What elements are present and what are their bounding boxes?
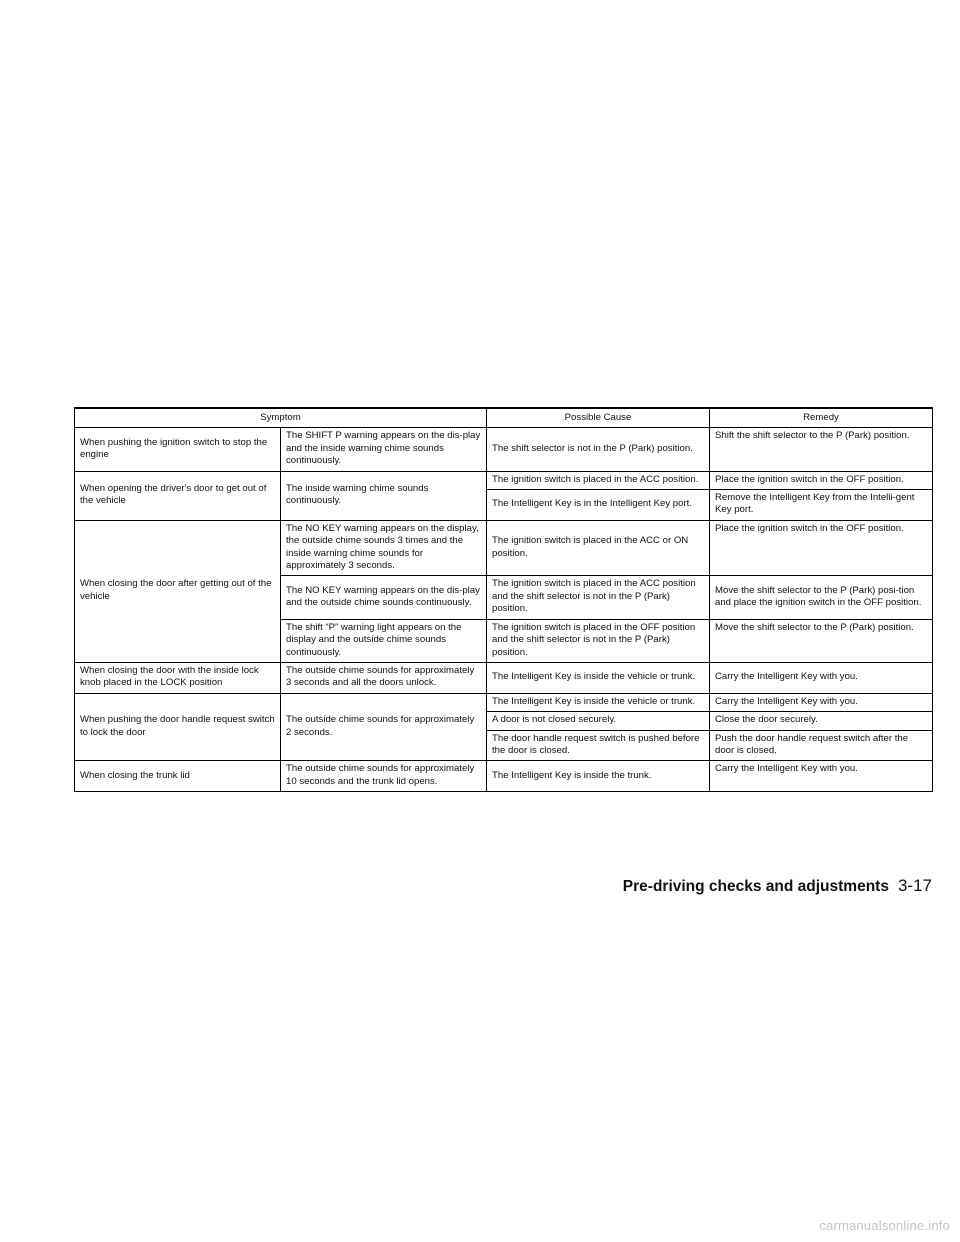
symptom-cell: When pushing the door handle request switch to lock the door	[75, 693, 281, 761]
remedy-cell: Move the shift selector to the P (Park) posi-tion and place the ignition switch in the OFF position.	[710, 576, 933, 619]
remedy-cell: Close the door securely.	[710, 712, 933, 730]
symptom-cell: When closing the door with the inside lock knob placed in the LOCK position	[75, 662, 281, 693]
cause-cell: The Intelligent Key is in the Intelligent Key port.	[487, 490, 710, 521]
table-row	[75, 662, 933, 693]
table-row	[75, 693, 933, 711]
cause-cell: The door handle request switch is pushed before the door is closed.	[487, 730, 710, 761]
condition-cell: The inside warning chime sounds continuously.	[281, 471, 487, 520]
remedy-cell: Push the door handle request switch after the door is closed.	[710, 730, 933, 761]
symptom-cell: When opening the driver's door to get out of the vehicle	[75, 471, 281, 520]
remedy-cell: Place the ignition switch in the OFF position.	[710, 520, 933, 576]
condition-cell: The shift “P” warning light appears on the display and the outside chime sounds continuously.	[281, 619, 487, 662]
page-number: 3-17	[897, 876, 932, 895]
symptom-cell: When closing the trunk lid	[75, 761, 281, 792]
condition-cell: The SHIFT P warning appears on the dis-play and the inside warning chime sounds continuously.	[281, 428, 487, 471]
table-header-row	[75, 408, 933, 428]
condition-cell: The outside chime sounds for approximately 3 seconds and all the doors unlock.	[281, 662, 487, 693]
remedy-cell: Carry the Intelligent Key with you.	[710, 761, 933, 792]
header-possible-cause: Possible Cause	[487, 408, 710, 428]
cause-cell: A door is not closed securely.	[487, 712, 710, 730]
symptom-cell: When pushing the ignition switch to stop the engine	[75, 428, 281, 471]
page-footer	[623, 876, 932, 896]
condition-cell: The outside chime sounds for approximately 10 seconds and the trunk lid opens.	[281, 761, 487, 792]
cause-cell: The ignition switch is placed in the ACC position.	[487, 471, 710, 489]
cause-cell: The ignition switch is placed in the ACC position and the shift selector is not in the P (Park) position.	[487, 576, 710, 619]
cause-cell: The ignition switch is placed in the ACC or ON position.	[487, 520, 710, 576]
symptom-cell: When closing the door after getting out of the vehicle	[75, 520, 281, 662]
header-symptom: Symptom	[75, 408, 487, 428]
remedy-cell: Remove the Intelligent Key from the Intelli-gent Key port.	[710, 490, 933, 521]
cause-cell: The Intelligent Key is inside the vehicle or trunk.	[487, 693, 710, 711]
remedy-cell: Carry the Intelligent Key with you.	[710, 693, 933, 711]
table-row	[75, 761, 933, 792]
symptom-table	[74, 407, 933, 792]
cause-cell: The Intelligent Key is inside the trunk.	[487, 761, 710, 792]
condition-cell: The NO KEY warning appears on the dis-play and the outside chime sounds continuously.	[281, 576, 487, 619]
table-row	[75, 520, 933, 576]
remedy-cell: Shift the shift selector to the P (Park) position.	[710, 428, 933, 471]
table-row	[75, 428, 933, 471]
remedy-cell: Carry the Intelligent Key with you.	[710, 662, 933, 693]
section-title: Pre-driving checks and adjustments	[622, 878, 889, 895]
cause-cell: The shift selector is not in the P (Park) position.	[487, 428, 710, 471]
condition-cell: The NO KEY warning appears on the display, the outside chime sounds 3 times and the inside warning chime sounds for approximately 3 seconds.	[281, 520, 487, 576]
condition-cell: The outside chime sounds for approximately 2 seconds.	[281, 693, 487, 761]
remedy-cell: Move the shift selector to the P (Park) position.	[710, 619, 933, 662]
remedy-cell: Place the ignition switch in the OFF position.	[710, 471, 933, 489]
cause-cell: The Intelligent Key is inside the vehicle or trunk.	[487, 662, 710, 693]
cause-cell: The ignition switch is placed in the OFF position and the shift selector is not in the P (Park) position.	[487, 619, 710, 662]
watermark-text: carmanualsonline.info	[819, 1218, 950, 1233]
table-row	[75, 471, 933, 489]
header-remedy: Remedy	[710, 408, 933, 428]
